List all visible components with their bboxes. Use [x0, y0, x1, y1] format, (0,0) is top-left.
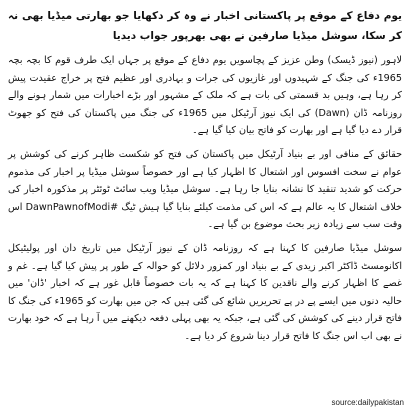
article-paragraph-3: سوشل میڈیا صارفین کا کہنا ہے کہ روزنامہ ڈان کے نیوز آرٹیکل میں تاریخ دان اور پولیٹیکل اکانومسٹ ڈاکٹر اکبر زیدی کے بے بنیاد اور کمزور دلائل کو حوالہ کے طور پر پیش کیا گیا ہے۔ غم و غصے کا اظہار کرنے والے ناقدین کا کہنا ہے کہ یہ بات خصوصاً قابل غور ہے کہ اخبار 'ڈان' میں حالیہ دنوں میں ایسے پے در پے تحریریں شائع کی گئی ہیں کہ جن میں بھارت کو 1965ء کی جنگ کا فاتح قرار دینے کی کوشش کی گئی ہے، جبکہ یہ بھی پہلی دفعہ دیکھنے میں آ رہا ہے کہ خود بھارت نے بھی اب اس جنگ کا فاتح قرار دینا شروع کر دیا ہے۔ — [8, 242, 402, 342]
source-credit: source:dailypakistan — [331, 398, 404, 407]
article-paragraph-1: لاہور (نیوز ڈیسک) وطن عزیز کے پچاسویں یوم دفاع کے موقع پر جہاں ایک طرف قوم کا بچہ بچہ 1965ء کی جنگ کے شہیدوں اور غازیوں کی جرات و بہادری اور عظیم فتح پر خراج عقیدت پیش کر رہا ہے، وہیں بد قسمتی کی بات ہے کہ ملک کے مشہور اور بڑے اخبارات میں شمار ہونے والے روزنامہ ڈان (Dawn) کی ایک نیوز آرٹیکل میں 1965ء کی جنگ میں پاکستان کی فتح کو جھوٹ قرار دے دیا گیا ہے اور بھارت کو فاتح بیان کیا گیا ہے۔ — [8, 55, 402, 137]
article-paragraph-2: حقائق کے منافی اور بے بنیاد آرٹیکل میں پاکستان کی فتح کو شکست ظاہر کرنے کی کوشش پر عوام نے سخت افسوس اور اشتعال کا اظہار کیا ہے اور خصوصاً سوشل میڈیا پر اخبار کی مذموم حرکت کو شدید تنقید کا نشانہ بنایا جا رہا ہے۔ سوشل میڈیا ویب سائٹ ٹوئٹر پر مذکورہ اخبار کی خلاف اشتعال کا یہ عالم ہے کہ اس کی مذمت کیلئے بنایا گیا ہیش ٹیگ #DawnPawnofModi اس وقت سب سے زیادہ زیر بحث موضوع بن گیا ہے۔ — [8, 148, 402, 231]
article-headline: یوم دفاع کے موقع پر پاکستانی اخبار نے وہ کر دکھایا جو بھارتی میڈیا بھی نہ کر سکا، سوشل میڈیا صارفین نے بھی بھرپور جواب دیدیا — [8, 10, 402, 42]
